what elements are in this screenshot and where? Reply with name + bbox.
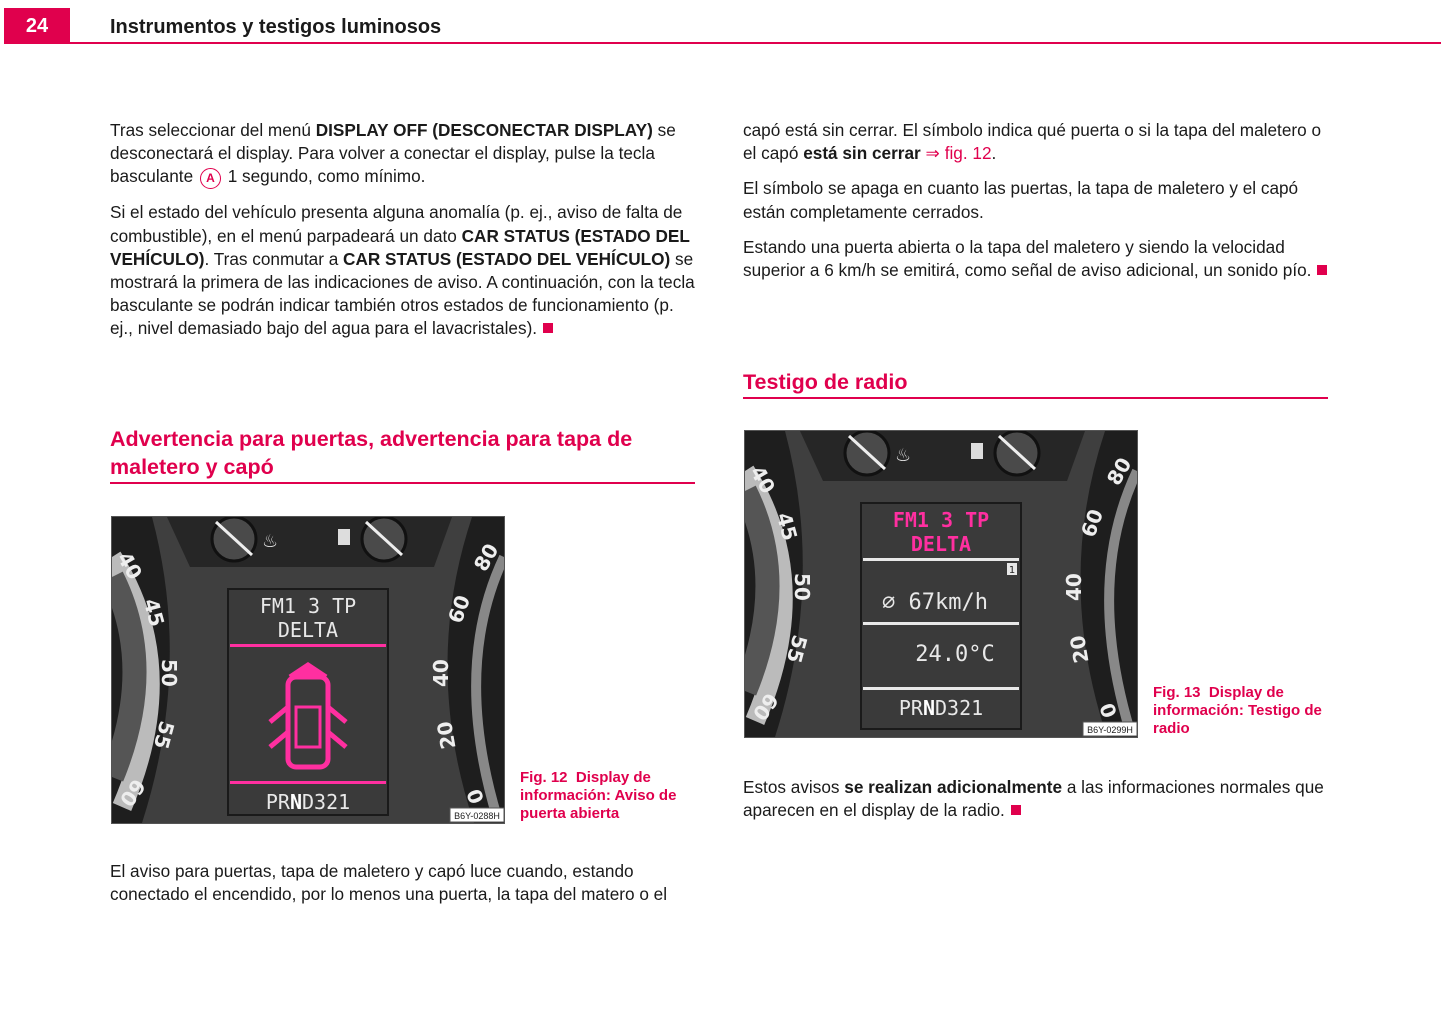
right-dial-label-1: 80 <box>1101 453 1137 490</box>
section-title-radio: Testigo de radio <box>743 370 908 394</box>
right-para-4: Estos avisos se realizan adicionalmente a las informaciones normales que aparecen en el display de la radio. <box>743 777 1324 821</box>
section-rule-radio <box>743 397 1328 399</box>
figure-12-cluster <box>111 516 505 824</box>
right-dial-label-2: 60 <box>443 591 476 627</box>
temp-gauge-icon <box>845 431 889 475</box>
right-dial-label-4: 20 <box>432 719 461 752</box>
right-dial-label-2: 60 <box>1076 505 1109 541</box>
figure-12-caption: Fig. 12 Display de información: Aviso de puerta abierta <box>520 769 677 822</box>
right-dial-label-3: 40 <box>1062 573 1086 601</box>
header-rule <box>70 42 1441 44</box>
left-dial-label-4: 55 <box>148 718 180 752</box>
right-dial-label-1: 80 <box>468 539 504 576</box>
figure-13-caption: Fig. 13 Display de información: Testigo de radio <box>1153 684 1322 737</box>
lcd-speed: ⌀ 67km/h <box>882 590 988 615</box>
end-square-icon <box>543 323 553 333</box>
figure-13-cluster <box>744 430 1138 738</box>
lcd-temp: 24.0°C <box>915 642 995 667</box>
page-number: 24 <box>4 8 70 44</box>
fig-12-link[interactable]: fig. 12 <box>944 143 992 164</box>
right-para-3: Estando una puerta abierta o la tapa del maletero y siendo la velocidad superior a 6 km/h se emitirá, como señal de aviso adicional, un sonido pío. <box>743 236 1333 282</box>
lcd-line-2: DELTA <box>910 532 972 556</box>
end-square-icon <box>1317 265 1327 275</box>
right-dial-label-4: 20 <box>1065 633 1094 666</box>
lcd-line-1: FM1 3 TP <box>892 508 990 532</box>
right-para-1: capó está sin cerrar. El símbolo indica qué puerta o si la tapa del maletero o el capó está sin cerrar ⇒ fig. 12. <box>743 120 1322 164</box>
left-dial-label-5: 60 <box>747 688 784 726</box>
figure-12-code: B6Y-0288H <box>454 811 500 821</box>
left-dial-label-1: 40 <box>745 461 781 498</box>
left-dial-label-3: 50 <box>157 659 181 687</box>
left-para-3: El aviso para puertas, tapa de maletero y capó luce cuando, estando conectado el encendido, por lo menos una puerta, la tapa del matero o el <box>110 861 668 905</box>
lcd-line-1: FM1 3 TP <box>259 594 357 618</box>
right-dial-label-3: 40 <box>429 659 453 687</box>
left-dial-label-4: 55 <box>781 632 813 666</box>
right-para-2: El símbolo se apaga en cuanto las puertas, la tapa de maletero y el capó están completamente cerrados. <box>743 178 1299 222</box>
left-dial-label-3: 50 <box>790 573 814 601</box>
svg-text:♨: ♨ <box>262 531 279 552</box>
fuel-gauge-icon <box>362 517 406 561</box>
gear-indicator: PRND321 <box>898 696 984 720</box>
left-dial-label-1: 40 <box>112 547 148 584</box>
right-column-bottom <box>743 776 1333 834</box>
right-dial-label-5: 0 <box>461 785 490 807</box>
fuel-gauge-icon <box>995 431 1039 475</box>
left-para-2: Si el estado del vehículo presenta alguna anomalía (p. ej., aviso de falta de combustible), en el menú parpadeará un dato CAR STATUS (ESTADO DEL VEHÍCULO). Tras conmutar a CAR STATUS (ESTADO DEL VEHÍCULO) se mostrará la primera de las indicaciones de aviso. A continuación, con la tecla basculante se podrán indicar también otros estados de funcionamiento (p. ej., nivel demasiado bajo del agua para el lavacristales). <box>110 202 695 339</box>
figure-12-drawing <box>112 517 504 823</box>
figure-13-code: B6Y-0299H <box>1087 725 1133 735</box>
page-header-title: Instrumentos y testigos luminosos <box>110 16 442 38</box>
left-para-1: Tras seleccionar del menú DISPLAY OFF (DESCONECTAR DISPLAY) se desconectará el display. Para volver a conectar el display, pulse la tecla basculante A 1 segundo, como mínimo. <box>110 119 698 189</box>
left-dial-label-5: 60 <box>114 774 151 812</box>
lcd-line-2: DELTA <box>277 618 339 642</box>
key-a-icon: A <box>200 168 221 189</box>
right-column-top <box>743 119 1333 294</box>
lcd-badge: 1 <box>1008 565 1016 576</box>
gear-indicator: PRND321 <box>265 790 351 814</box>
left-column-bottom <box>110 860 698 918</box>
section-title-doors: Advertencia para puertas, advertencia para tapa de maletero y capó <box>110 427 633 479</box>
svg-text:♨: ♨ <box>895 445 912 466</box>
left-column-top <box>110 119 698 353</box>
section-rule-doors <box>110 482 695 484</box>
temp-gauge-icon <box>212 517 256 561</box>
left-dial-label-2: 45 <box>771 509 803 544</box>
end-square-icon <box>1011 805 1021 815</box>
left-dial-label-2: 45 <box>138 595 170 630</box>
figure-13-drawing <box>745 431 1137 737</box>
right-dial-label-5: 0 <box>1094 699 1123 721</box>
